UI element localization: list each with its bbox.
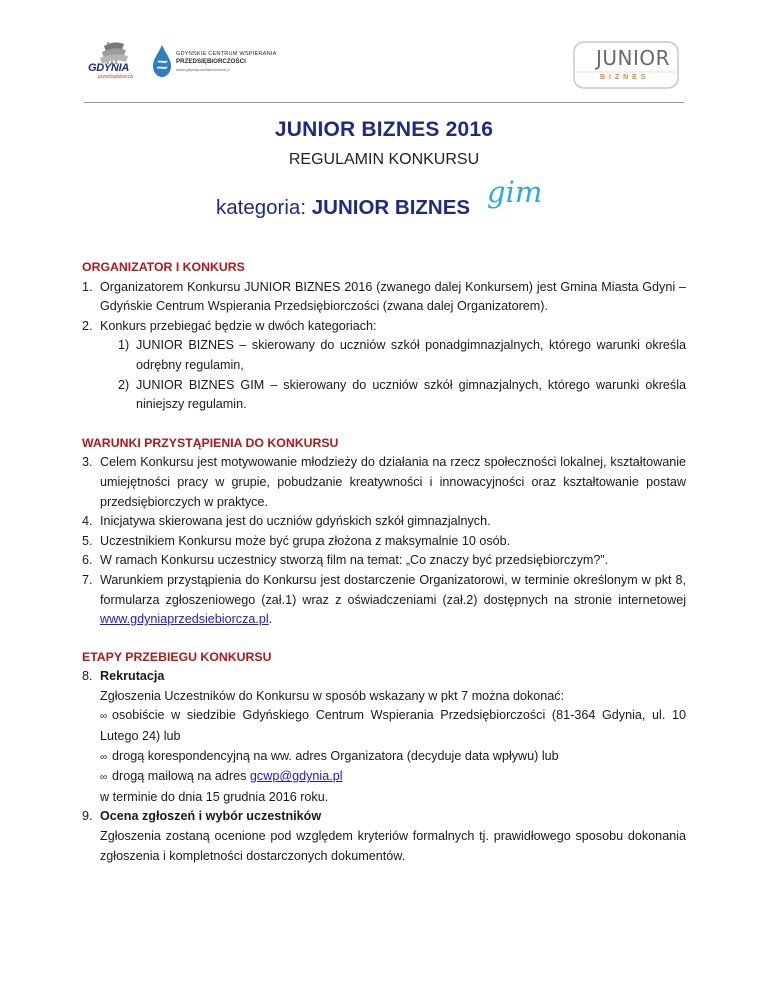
paragraph-2 <box>82 317 686 337</box>
paragraph-title: Rekrutacja <box>100 669 165 684</box>
page-title: JUNIOR BIZNES 2016 <box>274 118 494 141</box>
category-name: JUNIOR BIZNES <box>311 196 471 219</box>
infinity-bullet-icon: ∞ <box>100 711 108 723</box>
paragraph-text: Organizatorem Konkursu JUNIOR BIZNES 2016 (zwanego dalej Konkursem) jest Gmina Miasta Gdyni – Gdyńskie Centrum Wspierania Przedsiębiorczości (zwana dalej Organizatorem). <box>100 279 686 314</box>
gcwp-line1: GDYŃSKIE CENTRUM WSPIERANIA <box>176 51 277 57</box>
paragraph-end: . <box>268 612 273 627</box>
bullet-in-person <box>82 706 686 746</box>
regulation-body <box>82 258 686 866</box>
subpoint-number: 2) <box>118 377 130 392</box>
page-subtitle: REGULAMIN KONKURSU <box>288 151 480 168</box>
bullet-mail <box>82 747 686 768</box>
paragraph-number: 2. <box>82 318 93 333</box>
paragraph-4 <box>82 512 686 532</box>
paragraph-8 <box>82 667 686 687</box>
subpoint-2 <box>82 376 686 415</box>
gdynia-logo-text: GDYNIA <box>88 62 129 74</box>
paragraph-number: 8. <box>82 669 93 684</box>
gcwp-line2: PRZEDSIĘBIORCZOŚCI <box>176 58 246 65</box>
paragraph-text: Celem Konkursu jest motywowanie młodzieży do działania na rzecz społeczności lokalnej, kształtowanie umiejętności pracy w grupie, pobudzanie kreatywności i innowacyjności oraz kształtowanie postaw przedsiębiorczych w praktyce. <box>100 455 686 509</box>
section-heading-stages: ETAPY PRZEBIEGU KONKURSU <box>82 649 272 664</box>
junior-logo-word: JUNIOR <box>596 46 671 70</box>
category-line <box>216 196 470 220</box>
gdynia-logo <box>86 38 148 82</box>
junior-biznes-logo <box>566 38 686 92</box>
paragraph-9 <box>82 807 686 827</box>
gcwp-logo <box>152 44 302 86</box>
subpoint-text: JUNIOR BIZNES GIM – skierowany do uczniów szkół gimnazjalnych, którego warunki określa niniejszy regulamin. <box>136 377 686 412</box>
paragraph-text: Uczestnikiem Konkursu może być grupa złożona z maksymalnie 10 osób. <box>100 533 511 548</box>
category-prefix: kategoria: <box>216 196 312 219</box>
paragraph-number: 5. <box>82 533 93 548</box>
paragraph-number: 3. <box>82 455 93 470</box>
paragraph-6 <box>82 551 686 571</box>
paragraph-number: 7. <box>82 572 93 587</box>
gcwp-line3: www.gdyniaprzedsiebiorcza.pl <box>176 67 230 72</box>
recruitment-intro: Zgłoszenia Uczestników do Konkursu w sposób wskazany w pkt 7 można dokonać: <box>100 688 565 703</box>
paragraph-text: Konkurs przebiegać będzie w dwóch kategoriach: <box>100 318 377 333</box>
paragraph-1 <box>82 278 686 317</box>
junior-logo-sub: B I Z N E S <box>600 74 647 81</box>
category-suffix: gim <box>487 175 543 209</box>
paragraph-number: 9. <box>82 809 93 824</box>
section-heading-organizer: ORGANIZATOR I KONKURS <box>82 260 245 274</box>
email-link[interactable]: gcwp@gdynia.pl <box>249 769 343 784</box>
gdynia-logo-tagline: przedsiębiorcza <box>98 74 134 80</box>
paragraph-title: Ocena zgłoszeń i wybór uczestników <box>100 809 322 824</box>
bullet-email <box>82 767 686 788</box>
paragraph-text: Warunkiem przystąpienia do Konkursu jest dostarczenie Organizatorowi, w terminie określonym w pkt 8, formularza zgłoszeniowego (zał.1) wraz z oświadczeniami (zał.2) dostępnych na stronie internetowej <box>100 572 686 607</box>
subpoint-number: 1) <box>118 338 130 353</box>
subpoint-1 <box>82 336 686 375</box>
subpoint-text: JUNIOR BIZNES – skierowany do uczniów szkół ponadgimnazjalnych, którego warunki określa odrębny regulamin, <box>136 338 686 372</box>
bullet-text: drogą korespondencyjną na ww. adres Organizatora (decyduje data wpływu) lub <box>112 748 559 763</box>
evaluation-text: Zgłoszenia zostaną ocenione pod względem kryteriów formalnych tj. prawidłowego sposobu dokonania zgłoszenia i kompletności dostarczonych dokumentów. <box>100 829 686 863</box>
infinity-bullet-icon: ∞ <box>100 772 108 784</box>
paragraph-number: 1. <box>82 279 93 294</box>
paragraph-text: W ramach Konkursu uczestnicy stworzą film na temat: „Co znaczy być przedsiębiorczym?”. <box>100 553 609 568</box>
paragraph-number: 6. <box>82 553 93 568</box>
deadline-text: w terminie do dnia 15 grudnia 2016 roku. <box>100 789 329 804</box>
paragraph-text: Inicjatywa skierowana jest do uczniów gdyńskich szkół gimnazjalnych. <box>100 514 491 529</box>
bullet-text: drogą mailową na adres <box>112 769 250 784</box>
section-heading-conditions: WARUNKI PRZYSTĄPIENIA DO KONKURSU <box>82 435 339 450</box>
paragraph-5 <box>82 532 686 552</box>
drop-icon <box>152 44 172 78</box>
paragraph-number: 4. <box>82 514 93 529</box>
paragraph-3 <box>82 453 686 512</box>
website-link[interactable]: www.gdyniaprzedsiebiorcza.pl <box>100 612 269 627</box>
infinity-bullet-icon: ∞ <box>100 751 108 763</box>
header-divider <box>84 102 684 103</box>
paragraph-7 <box>82 571 686 630</box>
bullet-text: osobiście w siedzibie Gdyńskiego Centrum Wspierania Przedsiębiorczości (81-364 Gdynia, ul. 10 Lutego 24) lub <box>100 708 686 744</box>
